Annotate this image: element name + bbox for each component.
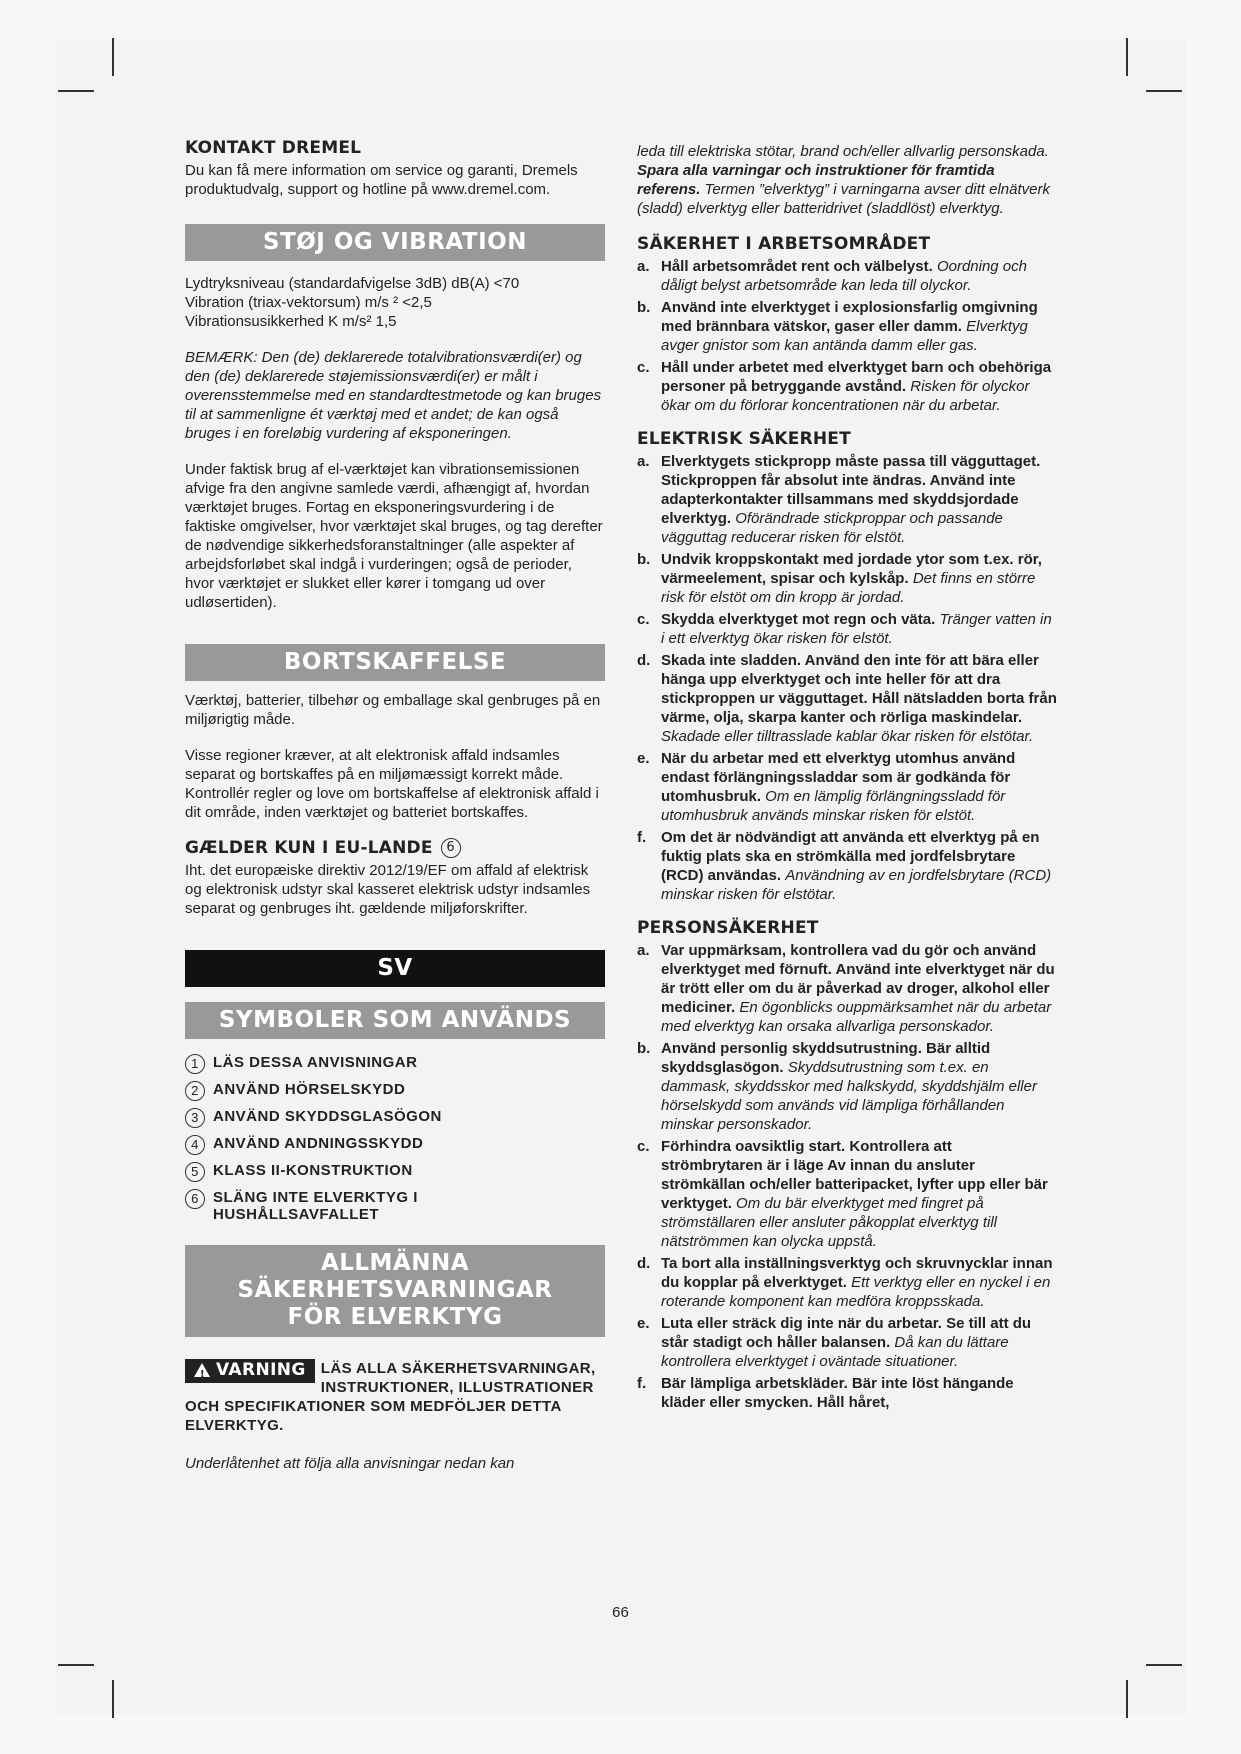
symbol-number: 3 <box>185 1108 205 1128</box>
list-italic-text: Skyddsutrustning som t.ex. en dammask, skyddsskor med halkskydd, skyddshjälm eller hörselskydd som används vid lämpliga förhållanden minskar personskador. <box>661 1059 1037 1133</box>
symbol-item <box>185 1054 605 1074</box>
warning-text: LÄS ALLA SÄKERHETSVARNINGAR, INSTRUKTIONER, ILLUSTRATIONER OCH SPECIFIKATIONER SOM MEDFÖLJER DETTA ELVERKTYG. <box>185 1360 596 1434</box>
bortskaffelse-p2: Visse regioner kræver, at alt elektronisk affald indsamles separat og bortskaffes på en miljømæssigt korrekt måde. Kontrollér regler og love om bortskaffelse af elektronisk affald i dit område, inden værktøjet og batteriet bortskaffes. <box>185 747 599 821</box>
vibration-line: Vibration (triax-vektorsum) m/s ² <2,5 <box>185 294 432 311</box>
symbol-item <box>185 1135 605 1155</box>
section-band-symboler: SYMBOLER SOM ANVÄNDS <box>185 1002 605 1039</box>
list-body <box>661 1314 1057 1371</box>
vibration-paragraph: Under faktisk brug af el-værktøjet kan vibrationsemissionen afvige fra den angivne samlede værdi, afhængigt af, hvordan værktøjet bruges. Fortag en eksponeringsvurdering i de faktiske omgivelser, hvor værktøjet skal bruges, og tag derefter de nødvendige sikkerhedsforanstaltninger (alle aspekter af arbejdsforløbet skal indgå i vurderingen; også de perioder, hvor værktøjet er slukket eller kører i tomgang ud over udløsertiden). <box>185 461 603 611</box>
safety-list-item <box>637 828 1057 904</box>
list-letter: d. <box>637 652 651 669</box>
safety-list-item <box>637 298 1057 355</box>
uncertainty-line: Vibrationsusikkerhed K m/s² 1,5 <box>185 313 397 330</box>
symbol-label: LÄS DESSA ANVISNINGAR <box>213 1054 418 1071</box>
list-bold-text: Använd personlig skyddsutrustning. Bär alltid skyddsglasögon. <box>661 1040 991 1076</box>
intro-italic-2: Termen ”elverktyg” i varningarna avser ditt elnätverk (sladd) elverktyg eller batteridrivet (sladdlöst) elverktyg. <box>637 181 1050 217</box>
symbol-number: 1 <box>185 1054 205 1074</box>
elsak-heading: ELEKTRISK SÄKERHET <box>637 429 851 449</box>
crop-mark <box>112 1680 114 1718</box>
section-band-allmanna <box>185 1245 605 1337</box>
arbets-heading: SÄKERHET I ARBETSOMRÅDET <box>637 234 931 254</box>
note-text: BEMÆRK: Den (de) deklarerede totalvibrationsværdi(er) og den (de) deklarerede støjemissionsværdi(er) er målt i overensstemmelse med en standardtestmetode og kan bruges til at sammenligne ét værktøj med et andet; de kan også bruges i en foreløbig vurdering af eksponeringen. <box>185 349 602 442</box>
list-bold-text: Använd inte elverktyget i explosionsfarlig omgivning med brännbara vätskor, gaser eller damm. <box>661 299 1038 335</box>
symbol-label: SLÄNG INTE ELVERKTYG I HUSHÅLLSAVFALLET <box>213 1189 418 1223</box>
safety-list-item <box>637 651 1057 746</box>
symbol-number: 4 <box>185 1135 205 1155</box>
arbets-list <box>637 257 1057 415</box>
symbol-number: 2 <box>185 1081 205 1101</box>
list-bold-text: Undvik kroppskontakt med jordade ytor som t.ex. rör, värmeelement, spisar och kylskåp. <box>661 551 1042 587</box>
safety-list-item <box>637 257 1057 295</box>
list-italic-text: Elverktyg avger gnistor som kan antända damm eller gas. <box>661 318 1028 354</box>
list-italic-text: Då kan du lättare kontrollera elverktyget i oväntade situationer. <box>661 1334 1009 1370</box>
list-italic-text: Oförändrade stickproppar och passande vägguttag reducerar risken för elstöt. <box>661 510 1003 546</box>
crop-mark <box>1126 38 1128 76</box>
elsak-list <box>637 452 1057 904</box>
list-body <box>661 1137 1057 1251</box>
symbol-label: ANVÄND HÖRSELSKYDD <box>213 1081 406 1098</box>
list-letter: e. <box>637 750 650 767</box>
symbol-number: 6 <box>185 1189 205 1209</box>
intro-italic: leda till elektriska stötar, brand och/eller allvarlig personskada. <box>637 143 1049 160</box>
list-italic-text: En ögonblicks ouppmärksamhet när du arbetar med elverktyg kan orsaka allvarliga personskador. <box>661 999 1052 1035</box>
safety-list-item <box>637 550 1057 607</box>
symbol-label: KLASS II-KONSTRUKTION <box>213 1162 413 1179</box>
symbol-label: ANVÄND SKYDDSGLASÖGON <box>213 1108 442 1125</box>
warning-triangle-icon: ! <box>194 1363 210 1377</box>
list-italic-text: Risken för olyckor ökar om du förlorar koncentrationen när du arbetar. <box>661 378 1030 414</box>
list-italic-text: Om en lämplig förlängningssladd för utomhusbruk används minskar risken för elstöt. <box>661 788 1006 824</box>
symbol-item <box>185 1081 605 1101</box>
safety-list-item <box>637 452 1057 547</box>
left-column <box>185 138 605 1473</box>
list-italic-text: Ett verktyg eller en nyckel i en roterande komponent kan medföra kroppsskada. <box>661 1274 1051 1310</box>
safety-list-item <box>637 1039 1057 1134</box>
symbol-label: ANVÄND ANDNINGSSKYDD <box>213 1135 424 1152</box>
section-band-stoj: STØJ OG VIBRATION <box>185 224 605 261</box>
list-letter: c. <box>637 359 650 376</box>
list-letter: b. <box>637 1040 651 1057</box>
list-bold-text: När du arbetar med ett elverktyg utomhus använd endast förlängningssladdar som är godkända för utomhusbruk. <box>661 750 1016 805</box>
bortskaffelse-p1: Værktøj, batterier, tilbehør og emballage skal genbruges på en miljørigtig måde. <box>185 692 601 728</box>
kontakt-text: Du kan få mere information om service og garanti, Dremels produktudvalg, support og hotline på www.dremel.com. <box>185 162 578 198</box>
list-bold-text: Håll arbetsområdet rent och välbelyst. <box>661 258 937 275</box>
crop-mark <box>1146 1664 1182 1666</box>
symbol-item <box>185 1162 605 1182</box>
list-letter: c. <box>637 611 650 628</box>
symbol-number: 5 <box>185 1162 205 1182</box>
band-line: ALLMÄNNA SÄKERHETSVARNINGAR <box>237 1250 553 1303</box>
list-body <box>661 828 1057 904</box>
crop-mark <box>112 38 114 76</box>
list-italic-text: Tränger vatten in i ett elverktyg ökar risken för elstöt. <box>661 611 1052 647</box>
person-heading: PERSONSÄKERHET <box>637 918 819 938</box>
list-italic-text: Om du bär elverktyget med fingret på strömställaren eller ansluter påkopplat elverktyg till nätströmmen kan olycka uppstå. <box>661 1195 997 1250</box>
list-body <box>661 610 1057 648</box>
kontakt-heading: KONTAKT DREMEL <box>185 138 362 158</box>
list-letter: f. <box>637 1375 647 1392</box>
list-italic-text: Det finns en större risk för elstöt om din kropp är jordad. <box>661 570 1036 606</box>
warning-footer: Underlåtenhet att följa alla anvisningar nedan kan <box>185 1455 515 1472</box>
crop-mark <box>1146 90 1182 92</box>
safety-list-item <box>637 610 1057 648</box>
list-bold-text: Skydda elverktyget mot regn och väta. <box>661 611 940 628</box>
symbol-number: 6 <box>441 838 461 858</box>
safety-list-item <box>637 1314 1057 1371</box>
safety-list-item <box>637 941 1057 1036</box>
crop-mark <box>58 90 94 92</box>
list-italic-text: Oordning och dåligt belyst arbetsområde kan leda till olyckor. <box>661 258 1027 294</box>
list-letter: b. <box>637 551 651 568</box>
eu-heading <box>185 838 605 858</box>
list-body <box>661 452 1057 547</box>
list-letter: a. <box>637 258 650 275</box>
warning-label: VARNING <box>216 1360 306 1380</box>
crop-mark <box>58 1664 94 1666</box>
crop-mark <box>1126 1680 1128 1718</box>
safety-list-item <box>637 1137 1057 1251</box>
list-body <box>661 1039 1057 1134</box>
warning-badge <box>185 1359 315 1383</box>
list-bold-text: Bär lämpliga arbetskläder. Bär inte löst hängande kläder eller smycken. Håll håret, <box>661 1375 1014 1411</box>
band-line: FÖR ELVERKTYG <box>287 1304 503 1330</box>
list-letter: c. <box>637 1138 650 1155</box>
list-body <box>661 257 1057 295</box>
list-letter: b. <box>637 299 651 316</box>
section-band-bortskaffelse: BORTSKAFFELSE <box>185 644 605 681</box>
list-bold-text: Skada inte sladden. Använd den inte för att bära eller hänga upp elverktyget och inte heller för att dra stickproppen ur vägguttaget. Håll nätsladden borta från värme, olja, skarpa kanter och rörliga maskindelar. <box>661 652 1057 726</box>
list-body <box>661 298 1057 355</box>
list-body <box>661 358 1057 415</box>
list-body <box>661 1374 1057 1412</box>
list-bold-text: Förhindra oavsiktlig start. Kontrollera att strömbrytaren är i läge Av innan du ansluter strömkällan och/eller batteripacket, lyfter upp eller bär verktyget. <box>661 1138 1048 1212</box>
symbol-item <box>185 1189 605 1223</box>
intro-bold: Spara alla varningar och instruktioner för framtida referens. <box>637 162 995 198</box>
symbol-item <box>185 1108 605 1128</box>
list-bold-text: Håll under arbetet med elverktyget barn och obehöriga personer på betryggande avstånd. <box>661 359 1052 395</box>
list-bold-text: Luta eller sträck dig inte när du arbetar. Se till att du står stadigt och håller balansen. <box>661 1315 1032 1351</box>
safety-list-item <box>637 358 1057 415</box>
list-body <box>661 550 1057 607</box>
list-letter: f. <box>637 829 647 846</box>
list-bold-text: Ta bort alla inställningsverktyg och skruvnycklar innan du kopplar på elverktyget. <box>661 1255 1053 1291</box>
list-letter: a. <box>637 942 650 959</box>
list-letter: a. <box>637 453 650 470</box>
list-bold-text: Om det är nödvändigt att använda ett elverktyg på en fuktig plats ska en strömkälla med jordfelsbrytare (RCD) användas. <box>661 829 1040 884</box>
symbol-list <box>185 1054 605 1223</box>
safety-list-item <box>637 1254 1057 1311</box>
noise-level-line: Lydtryksniveau (standardafvigelse 3dB) dB(A) <70 <box>185 275 520 292</box>
intro-paragraph <box>637 142 1057 218</box>
safety-list-item <box>637 749 1057 825</box>
list-body <box>661 651 1057 746</box>
eu-heading-text: GÆLDER KUN I EU-LANDE <box>185 838 433 858</box>
eu-text: Iht. det europæiske direktiv 2012/19/EF om affald af elektrisk og elektronisk udstyr skal kasseret elektrisk udstyr indsamles separat og genbruges iht. gældende miljøforskrifter. <box>185 862 591 917</box>
list-body <box>661 1254 1057 1311</box>
list-italic-text: Användning av en jordfelsbrytare (RCD) minskar risken för elstötar. <box>661 867 1052 903</box>
list-letter: d. <box>637 1255 651 1272</box>
page-number: 66 <box>612 1604 629 1621</box>
right-column <box>637 142 1057 1415</box>
list-body <box>661 749 1057 825</box>
safety-list-item <box>637 1374 1057 1412</box>
list-bold-text: Elverktygets stickpropp måste passa till vägguttaget. Stickproppen får absolut inte ändras. Använd inte adapterkontakter tillsammans med skyddsjordade elverktyg. <box>661 453 1041 527</box>
list-letter: e. <box>637 1315 650 1332</box>
list-body <box>661 941 1057 1036</box>
list-bold-text: Var uppmärksam, kontrollera vad du gör och använd elverktyget med förnuft. Använd inte elverktyget när du är trött eller om du är påverkad av droger, alkohol eller mediciner. <box>661 942 1055 1016</box>
language-band-sv: SV <box>185 950 605 987</box>
list-italic-text: Skadade eller tilltrasslade kablar ökar risken för elstötar. <box>661 728 1034 745</box>
warning-block <box>185 1359 605 1435</box>
person-list <box>637 941 1057 1412</box>
